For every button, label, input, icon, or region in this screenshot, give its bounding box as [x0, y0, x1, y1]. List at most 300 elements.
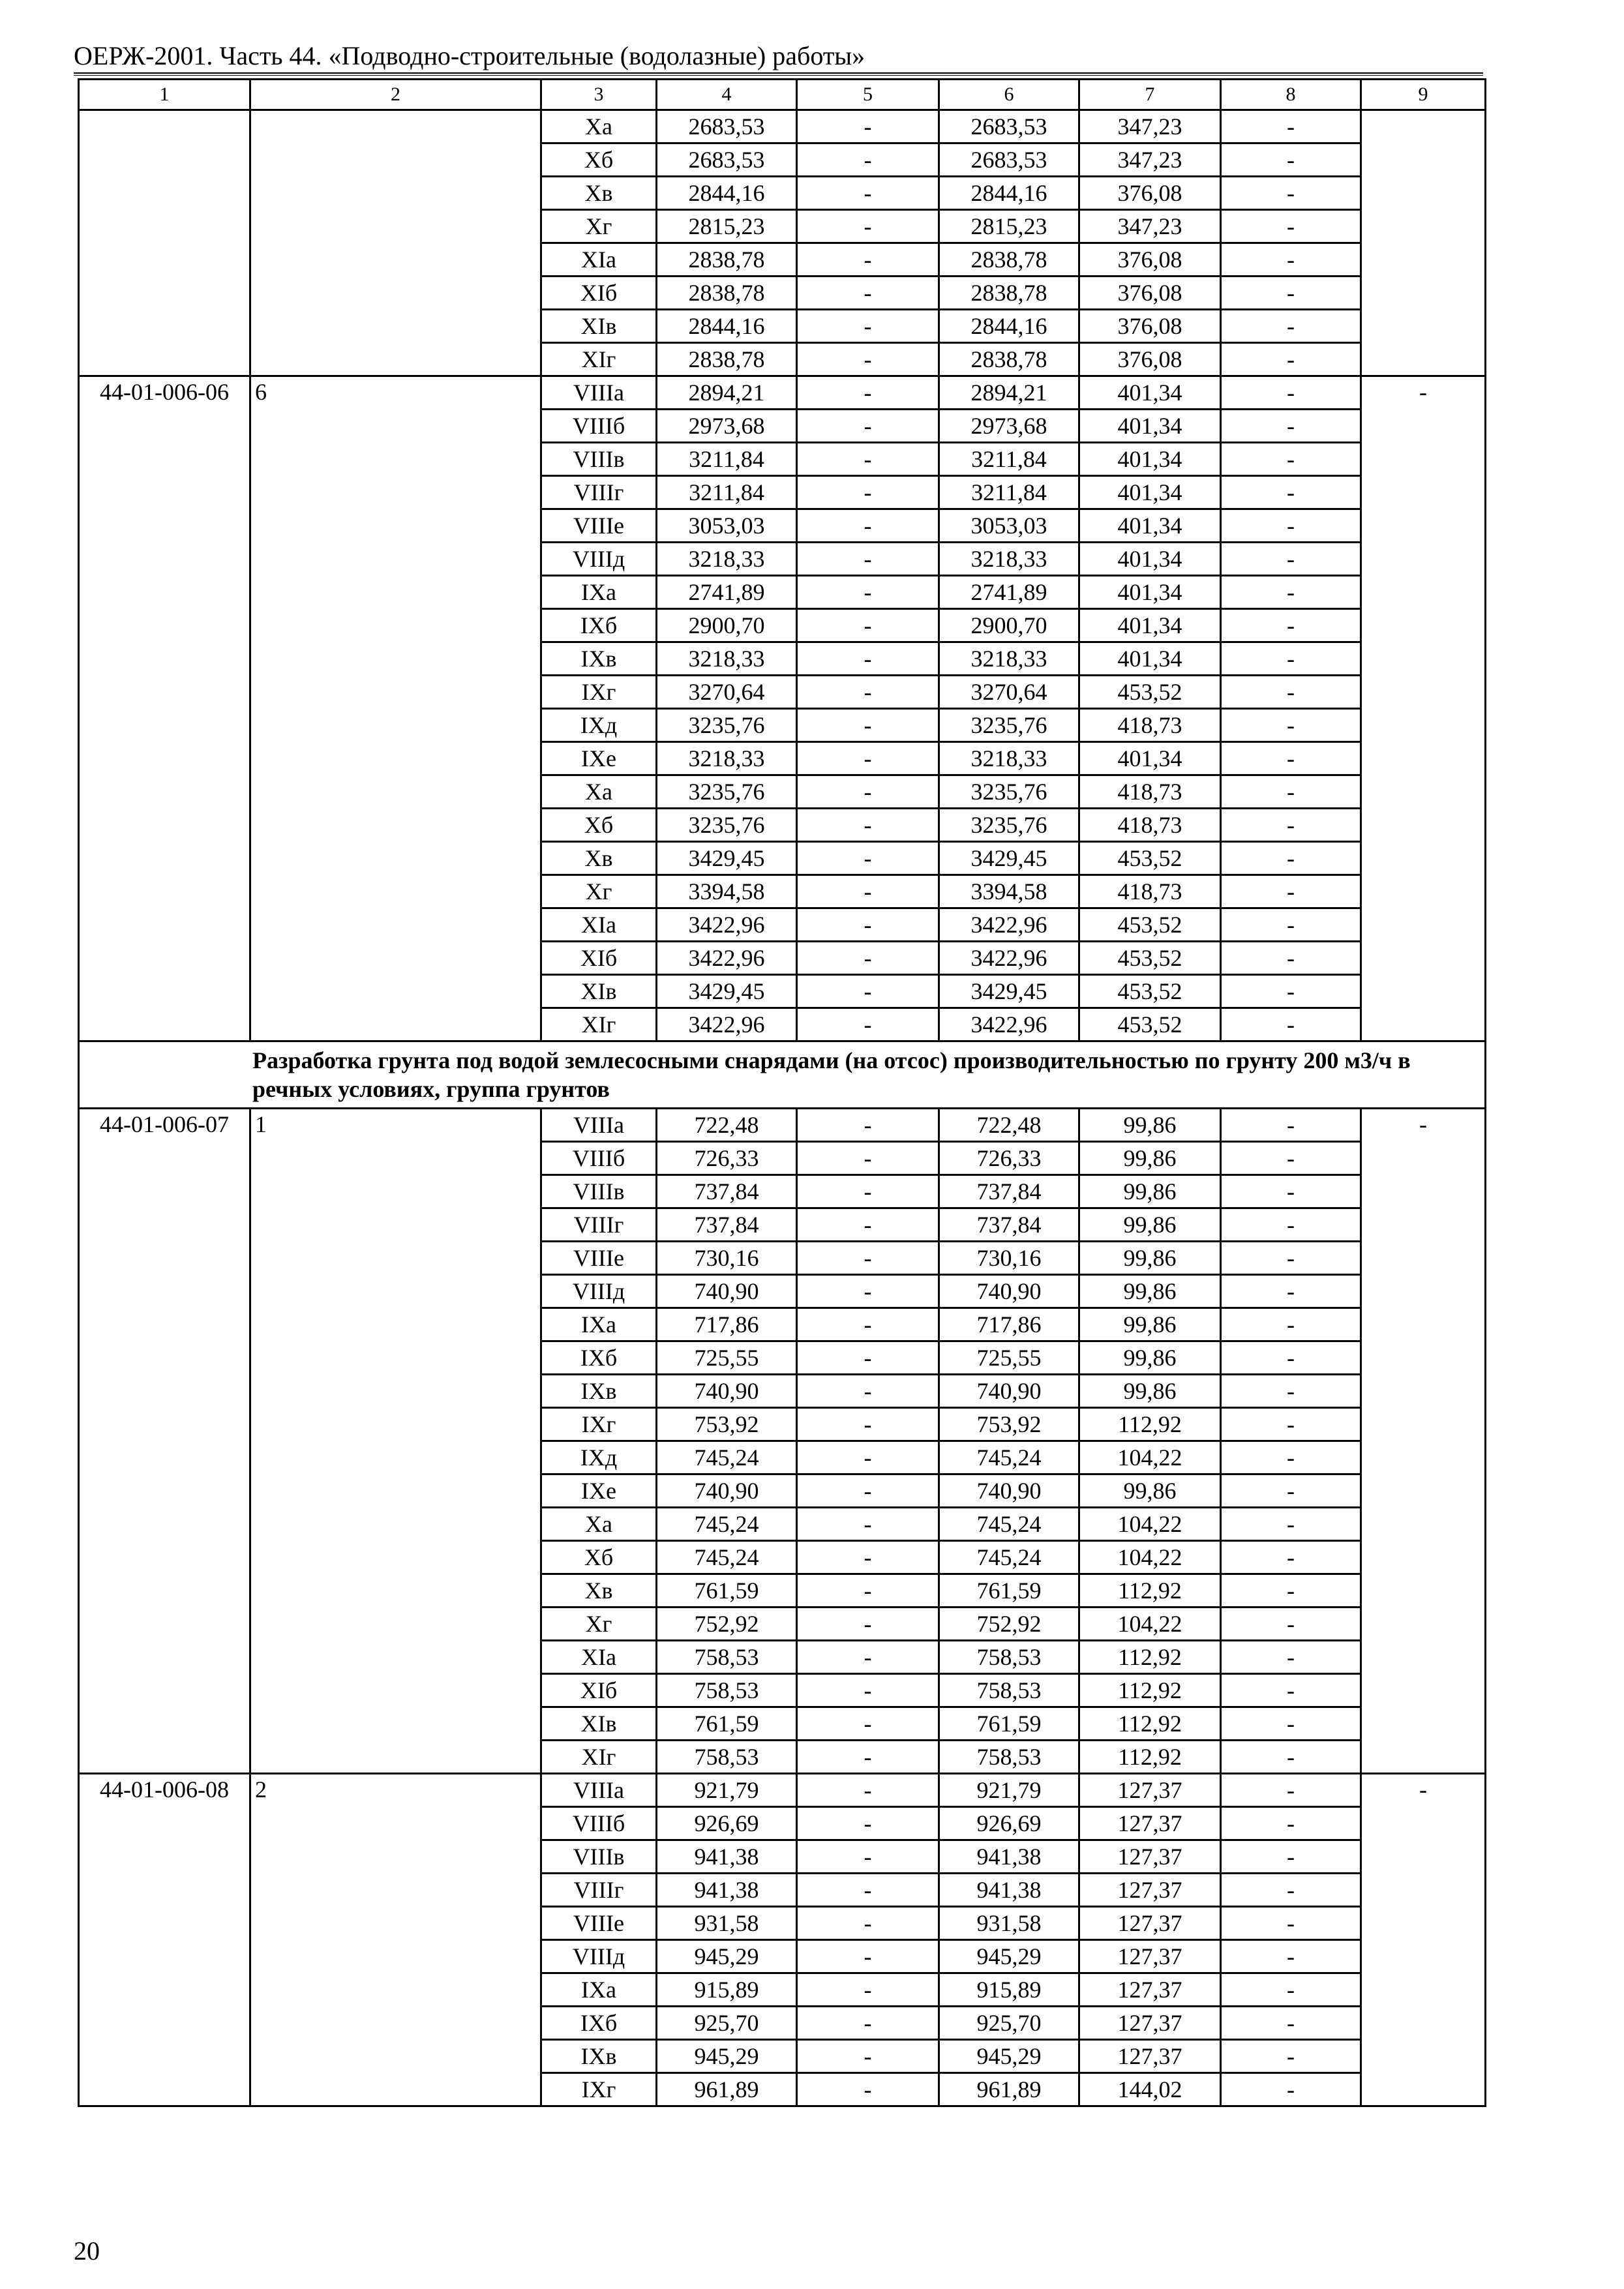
total-cost-cell: 941,38 — [657, 1874, 797, 1907]
materials-cell: - — [1221, 2073, 1361, 2106]
wages-cell: - — [797, 1774, 939, 1807]
ground-group-cell: XIг — [541, 1741, 657, 1774]
machinist-wages-cell: 418,73 — [1079, 875, 1221, 908]
ground-group-cell: Xa — [541, 1508, 657, 1541]
wages-cell: - — [797, 1608, 939, 1641]
total-cost-cell: 945,29 — [657, 1940, 797, 1973]
machine-cost-cell: 945,29 — [939, 1940, 1079, 1973]
materials-cell: - — [1221, 875, 1361, 908]
total-cost-cell: 737,84 — [657, 1208, 797, 1242]
wages-cell: - — [797, 343, 939, 376]
machinist-wages-cell: 401,34 — [1079, 476, 1221, 509]
wages-cell: - — [797, 1807, 939, 1840]
total-cost-cell: 3235,76 — [657, 709, 797, 742]
machine-cost-cell: 3235,76 — [939, 775, 1079, 809]
total-cost-cell: 915,89 — [657, 1973, 797, 2007]
materials-cell: - — [1221, 1608, 1361, 1641]
wages-cell: - — [797, 243, 939, 277]
machinist-wages-cell: 401,34 — [1079, 609, 1221, 642]
machine-cost-cell: 3218,33 — [939, 642, 1079, 676]
ground-group-cell: Xa — [541, 110, 657, 143]
machinist-wages-cell: 453,52 — [1079, 676, 1221, 709]
materials-cell: - — [1221, 1973, 1361, 2007]
materials-cell: - — [1221, 1774, 1361, 1807]
machine-cost-cell: 3218,33 — [939, 543, 1079, 576]
total-cost-cell: 3235,76 — [657, 809, 797, 842]
machinist-wages-cell: 112,92 — [1079, 1641, 1221, 1674]
wages-cell: - — [797, 210, 939, 243]
total-cost-cell: 2844,16 — [657, 177, 797, 210]
machinist-wages-cell: 99,86 — [1079, 1375, 1221, 1408]
total-cost-cell: 2894,21 — [657, 376, 797, 410]
rate-name-cell: 6 — [250, 376, 541, 1041]
materials-cell: - — [1221, 1707, 1361, 1741]
column-number-row — [79, 80, 1486, 110]
wages-cell: - — [797, 2007, 939, 2040]
ground-group-cell: Xб — [541, 1541, 657, 1574]
total-cost-cell: 2844,16 — [657, 310, 797, 343]
ground-group-cell: VIIIд — [541, 1940, 657, 1973]
machine-cost-cell: 745,24 — [939, 1508, 1079, 1541]
total-cost-cell: 3218,33 — [657, 543, 797, 576]
ground-group-cell: XIв — [541, 1707, 657, 1741]
total-cost-cell: 2838,78 — [657, 343, 797, 376]
header-rule-thin — [74, 75, 1483, 76]
materials-cell: - — [1221, 277, 1361, 310]
wages-cell: - — [797, 376, 939, 410]
total-cost-cell: 3218,33 — [657, 642, 797, 676]
machinist-wages-cell: 127,37 — [1079, 1874, 1221, 1907]
wages-cell: - — [797, 1341, 939, 1375]
materials-cell: - — [1221, 975, 1361, 1008]
machine-cost-cell: 2683,53 — [939, 143, 1079, 177]
total-cost-cell: 3053,03 — [657, 509, 797, 543]
wages-cell: - — [797, 1541, 939, 1574]
machinist-wages-cell: 99,86 — [1079, 1242, 1221, 1275]
wages-cell: - — [797, 1375, 939, 1408]
materials-cell: - — [1221, 609, 1361, 642]
materials-cell: - — [1221, 1807, 1361, 1840]
machinist-wages-cell: 144,02 — [1079, 2073, 1221, 2106]
materials-cell: - — [1221, 1109, 1361, 1142]
machinist-wages-cell: 401,34 — [1079, 410, 1221, 443]
machine-cost-cell: 740,90 — [939, 1474, 1079, 1508]
machinist-wages-cell: 347,23 — [1079, 143, 1221, 177]
machinist-wages-cell: 453,52 — [1079, 975, 1221, 1008]
ground-group-cell: XIб — [541, 942, 657, 975]
machinist-wages-cell: 376,08 — [1079, 277, 1221, 310]
total-cost-cell: 745,24 — [657, 1508, 797, 1541]
wages-cell: - — [797, 809, 939, 842]
ground-group-cell: IXa — [541, 1973, 657, 2007]
machine-cost-cell: 925,70 — [939, 2007, 1079, 2040]
machinist-wages-cell: 99,86 — [1079, 1275, 1221, 1308]
machine-cost-cell: 730,16 — [939, 1242, 1079, 1275]
wages-cell: - — [797, 875, 939, 908]
ground-group-cell: VIIIe — [541, 1242, 657, 1275]
materials-cell: - — [1221, 476, 1361, 509]
wages-cell: - — [797, 1574, 939, 1608]
machinist-wages-cell: 418,73 — [1079, 709, 1221, 742]
materials-cell: - — [1221, 1474, 1361, 1508]
machinist-wages-cell: 104,22 — [1079, 1541, 1221, 1574]
machinist-wages-cell: 99,86 — [1079, 1341, 1221, 1375]
machinist-wages-cell: 376,08 — [1079, 310, 1221, 343]
ground-group-cell: XIб — [541, 1674, 657, 1707]
total-cost-cell: 3235,76 — [657, 775, 797, 809]
ground-group-cell: XIг — [541, 1008, 657, 1041]
total-cost-cell: 740,90 — [657, 1375, 797, 1408]
total-cost-cell: 722,48 — [657, 1109, 797, 1142]
total-cost-cell: 3394,58 — [657, 875, 797, 908]
ground-group-cell: IXв — [541, 2040, 657, 2073]
wages-cell: - — [797, 775, 939, 809]
ground-group-cell: Xв — [541, 177, 657, 210]
ground-group-cell: VIIIг — [541, 476, 657, 509]
wages-cell: - — [797, 476, 939, 509]
materials-cell: - — [1221, 642, 1361, 676]
materials-cell: - — [1221, 110, 1361, 143]
materials-cell: - — [1221, 1574, 1361, 1608]
ground-group-cell: VIIIa — [541, 1774, 657, 1807]
ground-group-cell: VIIIв — [541, 1175, 657, 1208]
ground-group-cell: Xг — [541, 210, 657, 243]
table-row — [79, 376, 1486, 410]
ground-group-cell: Xб — [541, 809, 657, 842]
total-cost-cell: 961,89 — [657, 2073, 797, 2106]
page-number: 20 — [74, 2236, 100, 2266]
total-cost-cell: 945,29 — [657, 2040, 797, 2073]
total-cost-cell: 2683,53 — [657, 110, 797, 143]
ground-group-cell: VIIIг — [541, 1208, 657, 1242]
wages-cell: - — [797, 110, 939, 143]
column-number: 9 — [1361, 80, 1486, 110]
total-cost-cell: 745,24 — [657, 1441, 797, 1474]
machine-cost-cell: 3053,03 — [939, 509, 1079, 543]
machine-cost-cell: 2844,16 — [939, 177, 1079, 210]
ground-group-cell: VIIIд — [541, 1275, 657, 1308]
machinist-wages-cell: 99,86 — [1079, 1308, 1221, 1341]
wages-cell: - — [797, 609, 939, 642]
total-cost-cell: 726,33 — [657, 1142, 797, 1175]
machinist-wages-cell: 99,86 — [1079, 1109, 1221, 1142]
ground-group-cell: IXe — [541, 1474, 657, 1508]
machinist-wages-cell: 347,23 — [1079, 110, 1221, 143]
ground-group-cell: Xг — [541, 1608, 657, 1641]
wages-cell: - — [797, 1840, 939, 1874]
total-cost-cell: 3211,84 — [657, 476, 797, 509]
column-number: 3 — [541, 80, 657, 110]
total-cost-cell: 753,92 — [657, 1408, 797, 1441]
total-cost-cell: 3422,96 — [657, 908, 797, 942]
machine-cost-cell: 3422,96 — [939, 908, 1079, 942]
ground-group-cell: XIв — [541, 975, 657, 1008]
machine-cost-cell: 3235,76 — [939, 709, 1079, 742]
ground-group-cell: IXг — [541, 2073, 657, 2106]
machinist-wages-cell: 127,37 — [1079, 2007, 1221, 2040]
total-cost-cell: 3422,96 — [657, 1008, 797, 1041]
materials-cell: - — [1221, 376, 1361, 410]
materials-cell: - — [1221, 509, 1361, 543]
total-cost-cell: 2973,68 — [657, 410, 797, 443]
ground-group-cell: Xв — [541, 842, 657, 875]
machine-cost-cell: 2973,68 — [939, 410, 1079, 443]
machinist-wages-cell: 127,37 — [1079, 2040, 1221, 2073]
machinist-wages-cell: 401,34 — [1079, 642, 1221, 676]
ground-group-cell: VIIIв — [541, 1840, 657, 1874]
wages-cell: - — [797, 443, 939, 476]
machine-cost-cell: 931,58 — [939, 1907, 1079, 1940]
ground-group-cell: VIIIб — [541, 410, 657, 443]
materials-cell: - — [1221, 709, 1361, 742]
wages-cell: - — [797, 277, 939, 310]
wages-cell: - — [797, 2040, 939, 2073]
machine-cost-cell: 2894,21 — [939, 376, 1079, 410]
wages-cell: - — [797, 908, 939, 942]
materials-cell: - — [1221, 543, 1361, 576]
table-body — [79, 80, 1486, 2106]
total-cost-cell: 925,70 — [657, 2007, 797, 2040]
total-cost-cell: 941,38 — [657, 1840, 797, 1874]
machine-cost-cell: 926,69 — [939, 1807, 1079, 1840]
materials-cell: - — [1221, 842, 1361, 875]
materials-cell: - — [1221, 942, 1361, 975]
wages-cell: - — [797, 1674, 939, 1707]
materials-cell: - — [1221, 1674, 1361, 1707]
wages-cell: - — [797, 1408, 939, 1441]
total-cost-cell: 3429,45 — [657, 975, 797, 1008]
equipment-cost-cell: - — [1361, 1774, 1486, 2106]
materials-cell: - — [1221, 576, 1361, 609]
machine-cost-cell: 2741,89 — [939, 576, 1079, 609]
materials-cell: - — [1221, 1175, 1361, 1208]
wages-cell: - — [797, 742, 939, 775]
table-row — [79, 1774, 1486, 1807]
machine-cost-cell: 761,59 — [939, 1574, 1079, 1608]
ground-group-cell: IXд — [541, 709, 657, 742]
ground-group-cell: XIa — [541, 243, 657, 277]
total-cost-cell: 3211,84 — [657, 443, 797, 476]
machine-cost-cell: 758,53 — [939, 1641, 1079, 1674]
ground-group-cell: VIIIг — [541, 1874, 657, 1907]
machinist-wages-cell: 127,37 — [1079, 1940, 1221, 1973]
wages-cell: - — [797, 509, 939, 543]
machinist-wages-cell: 401,34 — [1079, 543, 1221, 576]
machine-cost-cell: 761,59 — [939, 1707, 1079, 1741]
machine-cost-cell: 921,79 — [939, 1774, 1079, 1807]
total-cost-cell: 921,79 — [657, 1774, 797, 1807]
total-cost-cell: 2900,70 — [657, 609, 797, 642]
machine-cost-cell: 3422,96 — [939, 1008, 1079, 1041]
wages-cell: - — [797, 1741, 939, 1774]
ground-group-cell: XIв — [541, 310, 657, 343]
wages-cell: - — [797, 177, 939, 210]
column-number: 2 — [250, 80, 541, 110]
ground-group-cell: XIa — [541, 908, 657, 942]
machine-cost-cell: 3422,96 — [939, 942, 1079, 975]
materials-cell: - — [1221, 1375, 1361, 1408]
ground-group-cell: XIa — [541, 1641, 657, 1674]
total-cost-cell: 725,55 — [657, 1341, 797, 1375]
machinist-wages-cell: 112,92 — [1079, 1408, 1221, 1441]
ground-group-cell: XIб — [541, 277, 657, 310]
machinist-wages-cell: 453,52 — [1079, 842, 1221, 875]
wages-cell: - — [797, 2073, 939, 2106]
column-number: 8 — [1221, 80, 1361, 110]
total-cost-cell: 2741,89 — [657, 576, 797, 609]
materials-cell: - — [1221, 1341, 1361, 1375]
total-cost-cell: 758,53 — [657, 1674, 797, 1707]
wages-cell: - — [797, 1275, 939, 1308]
total-cost-cell: 2683,53 — [657, 143, 797, 177]
materials-cell: - — [1221, 410, 1361, 443]
wages-cell: - — [797, 1208, 939, 1242]
wages-cell: - — [797, 1441, 939, 1474]
materials-cell: - — [1221, 1907, 1361, 1940]
header-rule — [74, 72, 1483, 74]
machinist-wages-cell: 376,08 — [1079, 177, 1221, 210]
materials-cell: - — [1221, 775, 1361, 809]
machine-cost-cell: 2838,78 — [939, 277, 1079, 310]
ground-group-cell: IXa — [541, 1308, 657, 1341]
machinist-wages-cell: 127,37 — [1079, 1840, 1221, 1874]
machine-cost-cell: 3218,33 — [939, 742, 1079, 775]
machinist-wages-cell: 376,08 — [1079, 243, 1221, 277]
total-cost-cell: 758,53 — [657, 1641, 797, 1674]
machinist-wages-cell: 127,37 — [1079, 1973, 1221, 2007]
materials-cell: - — [1221, 1308, 1361, 1341]
rate-code-cell: 44-01-006-07 — [79, 1109, 250, 1774]
wages-cell: - — [797, 543, 939, 576]
total-cost-cell: 931,58 — [657, 1907, 797, 1940]
wages-cell: - — [797, 975, 939, 1008]
ground-group-cell: IXв — [541, 1375, 657, 1408]
ground-group-cell: Xб — [541, 143, 657, 177]
materials-cell: - — [1221, 809, 1361, 842]
machinist-wages-cell: 401,34 — [1079, 509, 1221, 543]
total-cost-cell: 717,86 — [657, 1308, 797, 1341]
materials-cell: - — [1221, 1541, 1361, 1574]
machine-cost-cell: 3429,45 — [939, 975, 1079, 1008]
ground-group-cell: VIIIб — [541, 1807, 657, 1840]
ground-group-cell: Xa — [541, 775, 657, 809]
machine-cost-cell: 2838,78 — [939, 343, 1079, 376]
table-row — [79, 1109, 1486, 1142]
total-cost-cell: 758,53 — [657, 1741, 797, 1774]
machinist-wages-cell: 112,92 — [1079, 1674, 1221, 1707]
machinist-wages-cell: 112,92 — [1079, 1741, 1221, 1774]
machinist-wages-cell: 99,86 — [1079, 1175, 1221, 1208]
ground-group-cell: IXб — [541, 609, 657, 642]
wages-cell: - — [797, 1308, 939, 1341]
wages-cell: - — [797, 1641, 939, 1674]
machinist-wages-cell: 127,37 — [1079, 1907, 1221, 1940]
materials-cell: - — [1221, 1508, 1361, 1541]
wages-cell: - — [797, 942, 939, 975]
machine-cost-cell: 752,92 — [939, 1608, 1079, 1641]
materials-cell: - — [1221, 742, 1361, 775]
materials-cell: - — [1221, 1441, 1361, 1474]
machine-cost-cell: 722,48 — [939, 1109, 1079, 1142]
total-cost-cell: 2838,78 — [657, 277, 797, 310]
materials-cell: - — [1221, 1142, 1361, 1175]
total-cost-cell: 752,92 — [657, 1608, 797, 1641]
wages-cell: - — [797, 1940, 939, 1973]
page-header-title: ОЕРЖ-2001. Часть 44. «Подводно-строительные (водолазные) работы» — [74, 41, 865, 70]
machine-cost-cell: 2838,78 — [939, 243, 1079, 277]
machinist-wages-cell: 104,22 — [1079, 1508, 1221, 1541]
wages-cell: - — [797, 1109, 939, 1142]
machine-cost-cell: 3211,84 — [939, 476, 1079, 509]
wages-cell: - — [797, 1474, 939, 1508]
ground-group-cell: VIIIв — [541, 443, 657, 476]
wages-cell: - — [797, 410, 939, 443]
ground-group-cell: Xг — [541, 875, 657, 908]
wages-cell: - — [797, 842, 939, 875]
wages-cell: - — [797, 1008, 939, 1041]
total-cost-cell: 3270,64 — [657, 676, 797, 709]
materials-cell: - — [1221, 1741, 1361, 1774]
machine-cost-cell: 737,84 — [939, 1208, 1079, 1242]
total-cost-cell: 3218,33 — [657, 742, 797, 775]
machine-cost-cell: 3235,76 — [939, 809, 1079, 842]
ground-group-cell: VIIIa — [541, 376, 657, 410]
column-number: 1 — [79, 80, 250, 110]
total-cost-cell: 3429,45 — [657, 842, 797, 875]
machinist-wages-cell: 453,52 — [1079, 1008, 1221, 1041]
rate-code-cell: 44-01-006-06 — [79, 376, 250, 1041]
machine-cost-cell: 726,33 — [939, 1142, 1079, 1175]
total-cost-cell: 2838,78 — [657, 243, 797, 277]
total-cost-cell: 761,59 — [657, 1574, 797, 1608]
total-cost-cell: 761,59 — [657, 1707, 797, 1741]
rate-name-cell: 2 — [250, 1774, 541, 2106]
materials-cell: - — [1221, 1874, 1361, 1907]
ground-group-cell: VIIIa — [541, 1109, 657, 1142]
total-cost-cell: 745,24 — [657, 1541, 797, 1574]
machine-cost-cell: 758,53 — [939, 1741, 1079, 1774]
machinist-wages-cell: 418,73 — [1079, 809, 1221, 842]
wages-cell: - — [797, 676, 939, 709]
rate-code-cell: 44-01-006-08 — [79, 1774, 250, 2106]
rate-name-cell — [250, 110, 541, 376]
column-number: 4 — [657, 80, 797, 110]
machinist-wages-cell: 99,86 — [1079, 1474, 1221, 1508]
materials-cell: - — [1221, 343, 1361, 376]
materials-cell: - — [1221, 1940, 1361, 1973]
machine-cost-cell: 3394,58 — [939, 875, 1079, 908]
machinist-wages-cell: 99,86 — [1079, 1142, 1221, 1175]
machine-cost-cell: 740,90 — [939, 1275, 1079, 1308]
wages-cell: - — [797, 1874, 939, 1907]
materials-cell: - — [1221, 908, 1361, 942]
machinist-wages-cell: 453,52 — [1079, 908, 1221, 942]
machine-cost-cell: 740,90 — [939, 1375, 1079, 1408]
materials-cell: - — [1221, 2040, 1361, 2073]
materials-cell: - — [1221, 1008, 1361, 1041]
machine-cost-cell: 941,38 — [939, 1840, 1079, 1874]
materials-cell: - — [1221, 243, 1361, 277]
machinist-wages-cell: 127,37 — [1079, 1807, 1221, 1840]
materials-cell: - — [1221, 177, 1361, 210]
wages-cell: - — [797, 310, 939, 343]
machinist-wages-cell: 127,37 — [1079, 1774, 1221, 1807]
materials-cell: - — [1221, 1242, 1361, 1275]
machinist-wages-cell: 112,92 — [1079, 1574, 1221, 1608]
total-cost-cell: 740,90 — [657, 1474, 797, 1508]
wages-cell: - — [797, 143, 939, 177]
materials-cell: - — [1221, 1208, 1361, 1242]
